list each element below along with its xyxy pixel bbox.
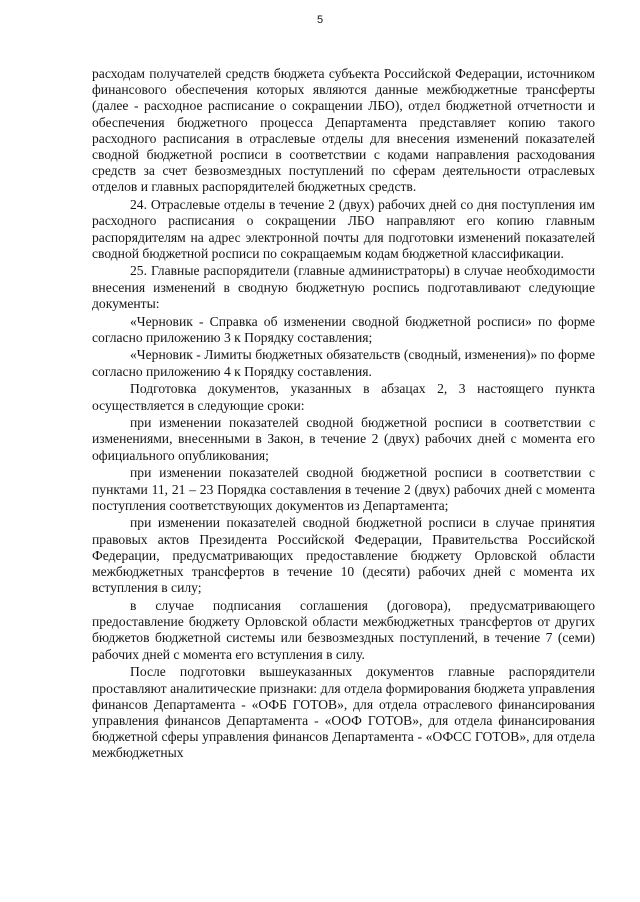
paragraph-1: расходам получателей средств бюджета субъекта Российской Федерации, источником финансового обеспечения которых являются данные межбюджетные трансферты (далее - расходное расписание о сокращении ЛБО), отдел бюджетной отчетности и обеспечения бюджетного процесса Департамента представляет копию такого расходного расписания в отраслевые отделы для внесения изменений показателей сводной бюджетной росписи в соответствии с кодами направления расходования средств за счет безвозмездных поступлений по сферам деятельности отраслевых отделов и главных распорядителей бюджетных средств. bbox=[92, 66, 595, 195]
paragraph-2: 24. Отраслевые отделы в течение 2 (двух) рабочих дней со дня поступления им расходного расписания о сокращении ЛБО направляют его копию главным распорядителям на адрес электронной почты для подготовки изменений показателей сводной бюджетной росписи по сокращаемым кодам бюджетной классификации. bbox=[92, 197, 595, 261]
paragraph-6: Подготовка документов, указанных в абзацах 2, 3 настоящего пункта осуществляется в следующие сроки: bbox=[92, 381, 595, 413]
paragraph-7: при изменении показателей сводной бюджетной росписи в соответствии с изменениями, внесенными в Закон, в течение 2 (двух) рабочих дней с момента его официального опубликования; bbox=[92, 415, 595, 463]
paragraph-5: «Черновик - Лимиты бюджетных обязательств (сводный, изменения)» по форме согласно приложению 4 к Порядку составления. bbox=[92, 347, 595, 379]
paragraph-3: 25. Главные распорядители (главные администраторы) в случае необходимости внесения изменений в сводную бюджетную роспись подготавливают следующие документы: bbox=[92, 263, 595, 311]
page-number: 5 bbox=[316, 14, 324, 26]
document-body bbox=[92, 66, 595, 763]
paragraph-8: при изменении показателей сводной бюджетной росписи в соответствии с пунктами 11, 21 – 23 Порядка составления в течение 2 (двух) рабочих дней с момента поступления соответствующих документов из Департамента; bbox=[92, 465, 595, 513]
paragraph-9: при изменении показателей сводной бюджетной росписи в случае принятия правовых актов Президента Российской Федерации, Правительства Российской Федерации, предусматривающих предоставление бюджету Орловской области межбюджетных трансфертов в течение 10 (десяти) рабочих дней с момента их вступления в силу; bbox=[92, 515, 595, 596]
paragraph-4: «Черновик - Справка об изменении сводной бюджетной росписи» по форме согласно приложению 3 к Порядку составления; bbox=[92, 313, 595, 345]
paragraph-10: в случае подписания соглашения (договора), предусматривающего предоставление бюджету Орловской области межбюджетных трансфертов от других бюджетов бюджетной системы или безвозмездных поступлений, в течение 7 (семи) рабочих дней с момента его вступления в силу. bbox=[92, 598, 595, 662]
paragraph-11: После подготовки вышеуказанных документов главные распорядители проставляют аналитические признаки: для отдела формирования бюджета управления финансов Департамента - «ОФБ ГОТОВ», для отдела отраслевого финансирования управления финансов Департамента - «ООФ ГОТОВ», для отдела финансирования бюджетной сферы управления финансов Департамента - «ОФСС ГОТОВ», для отдела межбюджетных bbox=[92, 664, 595, 761]
